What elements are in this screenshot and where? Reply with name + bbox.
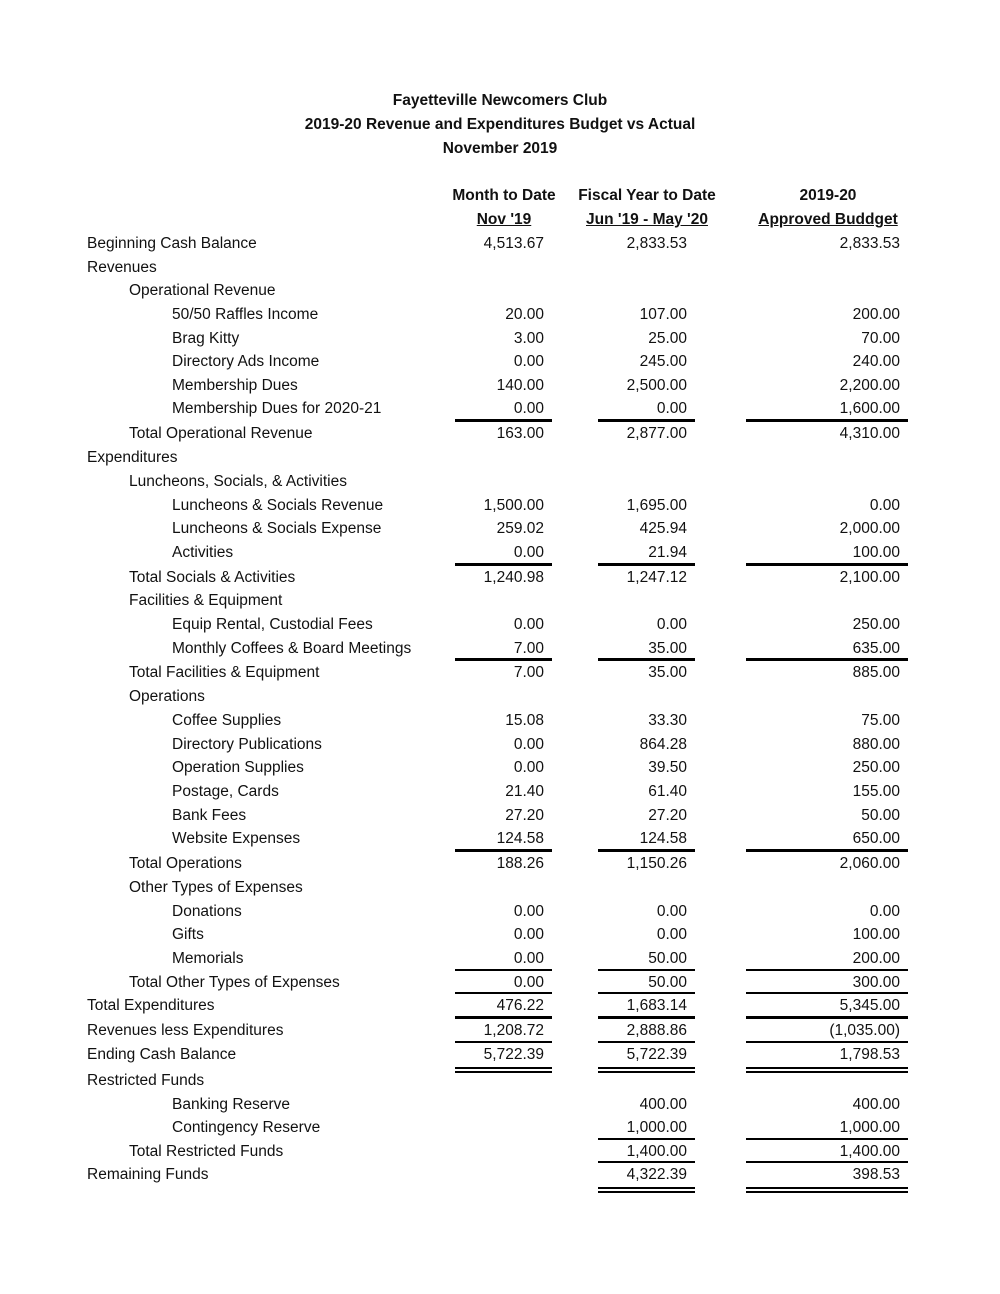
- cell-value-col1: 0.00: [513, 759, 544, 776]
- table-row: [0, 662, 1000, 684]
- cell-value-col3: 4,310.00: [839, 425, 900, 442]
- cell-value-col1: 15.08: [505, 712, 544, 729]
- table-row: [0, 781, 1000, 803]
- cell-value-col3: 240.00: [852, 353, 900, 370]
- cell-value-col3: 2,200.00: [839, 377, 900, 394]
- table-row: [0, 805, 1000, 827]
- cell-value-col1: 259.02: [496, 520, 544, 537]
- column-header-budget-year: 2019-20: [799, 187, 857, 204]
- cell-value-col3: 155.00: [852, 783, 900, 800]
- table-row: [0, 734, 1000, 756]
- cell-value-col2: 25.00: [648, 330, 687, 347]
- cell-value-col1: 0.00: [513, 353, 544, 370]
- cell-value-col1: 3.00: [513, 330, 544, 347]
- cell-value-col1: 21.40: [505, 783, 544, 800]
- cell-value-col3: 250.00: [852, 616, 900, 633]
- table-row: [0, 1044, 1000, 1066]
- total-rule: [598, 1041, 695, 1043]
- table-row: [0, 495, 1000, 517]
- cell-value-col3: 100.00: [852, 544, 900, 561]
- total-rule: [455, 1016, 552, 1019]
- cell-value-col3: 885.00: [852, 664, 900, 681]
- cell-value-col2: 1,695.00: [626, 497, 687, 514]
- table-row: [0, 542, 1000, 564]
- row-label: Memorials: [172, 950, 244, 967]
- row-label: Equip Rental, Custodial Fees: [172, 616, 373, 633]
- row-label: Bank Fees: [172, 807, 247, 824]
- cell-value-col3: 2,060.00: [839, 855, 900, 872]
- table-row: [0, 447, 1000, 469]
- total-rule: [455, 992, 552, 994]
- cell-value-col3: 880.00: [852, 736, 900, 753]
- table-row: [0, 638, 1000, 660]
- cell-value-col1: 5,722.39: [483, 1046, 544, 1063]
- cell-value-col3: 0.00: [869, 497, 900, 514]
- table-row: [0, 471, 1000, 493]
- row-label: Directory Publications: [172, 736, 322, 753]
- cell-value-col2: 2,833.53: [626, 235, 687, 252]
- cell-value-col3: 0.00: [869, 903, 900, 920]
- row-label: Beginning Cash Balance: [87, 235, 257, 252]
- table-row: [0, 1070, 1000, 1092]
- cell-value-col2: 107.00: [639, 306, 687, 323]
- total-rule: [746, 1041, 908, 1043]
- total-rule: [598, 849, 695, 852]
- cell-value-col2: 245.00: [639, 353, 687, 370]
- total-rule: [455, 658, 552, 661]
- total-rule: [746, 992, 908, 994]
- total-rule: [598, 1138, 695, 1140]
- cell-value-col3: 398.53: [852, 1166, 900, 1183]
- cell-value-col2: 0.00: [656, 400, 687, 417]
- cell-value-col2: 1,683.14: [626, 997, 687, 1014]
- total-rule: [598, 563, 695, 566]
- row-label: Total Socials & Activities: [129, 569, 296, 586]
- cell-value-col2: 0.00: [656, 616, 687, 633]
- cell-value-col3: 300.00: [852, 974, 900, 991]
- row-label: Gifts: [172, 926, 204, 943]
- total-rule: [455, 849, 552, 852]
- cell-value-col2: 50.00: [648, 950, 687, 967]
- table-row: [0, 304, 1000, 326]
- cell-value-col1: 27.20: [505, 807, 544, 824]
- row-label: Luncheons, Socials, & Activities: [129, 473, 347, 490]
- cell-value-col3: 2,100.00: [839, 569, 900, 586]
- total-rule: [598, 969, 695, 971]
- cell-value-col3: (1,035.00): [829, 1022, 900, 1039]
- cell-value-col2: 50.00: [648, 974, 687, 991]
- table-row: [0, 757, 1000, 779]
- table-row: [0, 1020, 1000, 1042]
- org-title: Fayetteville Newcomers Club: [392, 92, 608, 109]
- cell-value-col1: 1,500.00: [483, 497, 544, 514]
- table-row: [0, 1094, 1000, 1116]
- total-rule: [455, 969, 552, 971]
- cell-value-col2: 35.00: [648, 664, 687, 681]
- cell-value-col2: 0.00: [656, 926, 687, 943]
- row-label: Operation Supplies: [172, 759, 304, 776]
- row-label: Membership Dues: [172, 377, 298, 394]
- double-underline: [455, 1067, 552, 1069]
- cell-value-col3: 650.00: [852, 830, 900, 847]
- row-label: Brag Kitty: [172, 330, 240, 347]
- cell-value-col1: 1,208.72: [483, 1022, 544, 1039]
- total-rule: [455, 563, 552, 566]
- row-label: Operational Revenue: [129, 282, 276, 299]
- table-row: [0, 375, 1000, 397]
- cell-value-col3: 75.00: [861, 712, 900, 729]
- table-row: [0, 853, 1000, 875]
- table-row: [0, 995, 1000, 1017]
- cell-value-col2: 39.50: [648, 759, 687, 776]
- cell-value-col2: 2,500.00: [626, 377, 687, 394]
- cell-value-col2: 1,150.26: [626, 855, 687, 872]
- cell-value-col3: 1,400.00: [839, 1143, 900, 1160]
- row-label: Membership Dues for 2020-21: [172, 400, 382, 417]
- row-label: Revenues less Expenditures: [87, 1022, 284, 1039]
- cell-value-col2: 27.20: [648, 807, 687, 824]
- column-subheader-month: Nov '19: [476, 211, 532, 228]
- row-label: Total Facilities & Equipment: [129, 664, 320, 681]
- cell-value-col2: 61.40: [648, 783, 687, 800]
- cell-value-col2: 2,888.86: [626, 1022, 687, 1039]
- cell-value-col3: 200.00: [852, 950, 900, 967]
- total-rule: [746, 419, 908, 422]
- cell-value-col3: 635.00: [852, 640, 900, 657]
- row-label: Postage, Cards: [172, 783, 279, 800]
- table-row: [0, 328, 1000, 350]
- row-label: Facilities & Equipment: [129, 592, 283, 609]
- total-rule: [746, 849, 908, 852]
- report-title: 2019-20 Revenue and Expenditures Budget vs Actual: [304, 116, 696, 133]
- row-label: Total Operations: [129, 855, 242, 872]
- cell-value-col2: 5,722.39: [626, 1046, 687, 1063]
- total-rule: [746, 1016, 908, 1019]
- row-label: Operations: [129, 688, 205, 705]
- cell-value-col1: 0.00: [513, 950, 544, 967]
- row-label: Monthly Coffees & Board Meetings: [172, 640, 412, 657]
- cell-value-col3: 50.00: [861, 807, 900, 824]
- double-underline: [598, 1187, 695, 1189]
- double-underline: [598, 1067, 695, 1069]
- total-rule: [598, 1161, 695, 1163]
- table-row: [0, 518, 1000, 540]
- cell-value-col2: 425.94: [639, 520, 687, 537]
- column-subheader-approved-budget: Approved Buddget: [758, 211, 898, 228]
- cell-value-col1: 0.00: [513, 926, 544, 943]
- total-rule: [598, 419, 695, 422]
- row-label: Website Expenses: [172, 830, 301, 847]
- cell-value-col2: 2,877.00: [626, 425, 687, 442]
- row-label: Ending Cash Balance: [87, 1046, 237, 1063]
- total-rule: [746, 969, 908, 971]
- table-row: [0, 948, 1000, 970]
- cell-value-col1: 0.00: [513, 974, 544, 991]
- total-rule: [598, 992, 695, 994]
- cell-value-col2: 400.00: [639, 1096, 687, 1113]
- row-label: Total Restricted Funds: [129, 1143, 284, 1160]
- row-label: Total Other Types of Expenses: [129, 974, 340, 991]
- double-underline: [598, 1191, 695, 1193]
- table-row: [0, 257, 1000, 279]
- cell-value-col1: 7.00: [513, 640, 544, 657]
- row-label: Directory Ads Income: [172, 353, 320, 370]
- row-label: Total Operational Revenue: [129, 425, 313, 442]
- row-label: Luncheons & Socials Revenue: [172, 497, 384, 514]
- table-row: [0, 1164, 1000, 1186]
- cell-value-col2: 1,247.12: [626, 569, 687, 586]
- cell-value-col3: 1,798.53: [839, 1046, 900, 1063]
- row-label: Restricted Funds: [87, 1072, 205, 1089]
- total-rule: [746, 563, 908, 566]
- table-row: [0, 1141, 1000, 1163]
- table-row: [0, 423, 1000, 445]
- table-row: [0, 280, 1000, 302]
- table-row: [0, 686, 1000, 708]
- cell-value-col1: 0.00: [513, 903, 544, 920]
- cell-value-col3: 2,000.00: [839, 520, 900, 537]
- row-label: Expenditures: [87, 449, 178, 466]
- cell-value-col3: 200.00: [852, 306, 900, 323]
- total-rule: [746, 1161, 908, 1163]
- row-label: Coffee Supplies: [172, 712, 282, 729]
- report-period: November 2019: [442, 140, 558, 157]
- row-label: Revenues: [87, 259, 157, 276]
- table-row: [0, 351, 1000, 373]
- cell-value-col1: 0.00: [513, 616, 544, 633]
- table-row: [0, 972, 1000, 994]
- table-row: [0, 398, 1000, 420]
- cell-value-col3: 1,000.00: [839, 1119, 900, 1136]
- double-underline: [746, 1067, 908, 1069]
- table-row: [0, 710, 1000, 732]
- cell-value-col3: 2,833.53: [839, 235, 900, 252]
- cell-value-col1: 4,513.67: [483, 235, 544, 252]
- row-label: Banking Reserve: [172, 1096, 291, 1113]
- cell-value-col2: 124.58: [639, 830, 687, 847]
- row-label: Remaining Funds: [87, 1166, 209, 1183]
- cell-value-col2: 21.94: [648, 544, 687, 561]
- table-row: [0, 614, 1000, 636]
- cell-value-col3: 100.00: [852, 926, 900, 943]
- table-row: [0, 1117, 1000, 1139]
- cell-value-col1: 0.00: [513, 544, 544, 561]
- table-row: [0, 828, 1000, 850]
- cell-value-col1: 188.26: [496, 855, 544, 872]
- table-row: [0, 233, 1000, 255]
- cell-value-col1: 140.00: [496, 377, 544, 394]
- row-label: Total Expenditures: [87, 997, 215, 1014]
- table-row: [0, 590, 1000, 612]
- total-rule: [455, 419, 552, 422]
- cell-value-col1: 7.00: [513, 664, 544, 681]
- cell-value-col2: 0.00: [656, 903, 687, 920]
- total-rule: [598, 1016, 695, 1019]
- column-subheader-fiscal-period: Jun '19 - May '20: [586, 211, 708, 228]
- double-underline: [746, 1191, 908, 1193]
- cell-value-col2: 1,400.00: [626, 1143, 687, 1160]
- cell-value-col1: 1,240.98: [483, 569, 544, 586]
- cell-value-col3: 70.00: [861, 330, 900, 347]
- table-row: [0, 567, 1000, 589]
- total-rule: [746, 658, 908, 661]
- table-row: [0, 877, 1000, 899]
- total-rule: [598, 658, 695, 661]
- cell-value-col2: 1,000.00: [626, 1119, 687, 1136]
- cell-value-col1: 0.00: [513, 400, 544, 417]
- cell-value-col1: 476.22: [496, 997, 544, 1014]
- table-row: [0, 924, 1000, 946]
- cell-value-col2: 35.00: [648, 640, 687, 657]
- cell-value-col1: 0.00: [513, 736, 544, 753]
- row-label: Activities: [172, 544, 234, 561]
- cell-value-col3: 5,345.00: [839, 997, 900, 1014]
- row-label: 50/50 Raffles Income: [172, 306, 319, 323]
- total-rule: [455, 1041, 552, 1043]
- total-rule: [746, 1138, 908, 1140]
- row-label: Other Types of Expenses: [129, 879, 303, 896]
- column-header-fiscal-year-to-date: Fiscal Year to Date: [578, 187, 716, 204]
- cell-value-col2: 864.28: [639, 736, 687, 753]
- table-row: [0, 901, 1000, 923]
- row-label: Contingency Reserve: [172, 1119, 321, 1136]
- cell-value-col3: 250.00: [852, 759, 900, 776]
- cell-value-col1: 124.58: [496, 830, 544, 847]
- column-header-month-to-date: Month to Date: [452, 187, 556, 204]
- double-underline: [746, 1187, 908, 1189]
- cell-value-col2: 33.30: [648, 712, 687, 729]
- row-label: Donations: [172, 903, 242, 920]
- cell-value-col1: 163.00: [496, 425, 544, 442]
- row-label: Luncheons & Socials Expense: [172, 520, 382, 537]
- cell-value-col3: 400.00: [852, 1096, 900, 1113]
- cell-value-col2: 4,322.39: [626, 1166, 687, 1183]
- cell-value-col3: 1,600.00: [839, 400, 900, 417]
- cell-value-col1: 20.00: [505, 306, 544, 323]
